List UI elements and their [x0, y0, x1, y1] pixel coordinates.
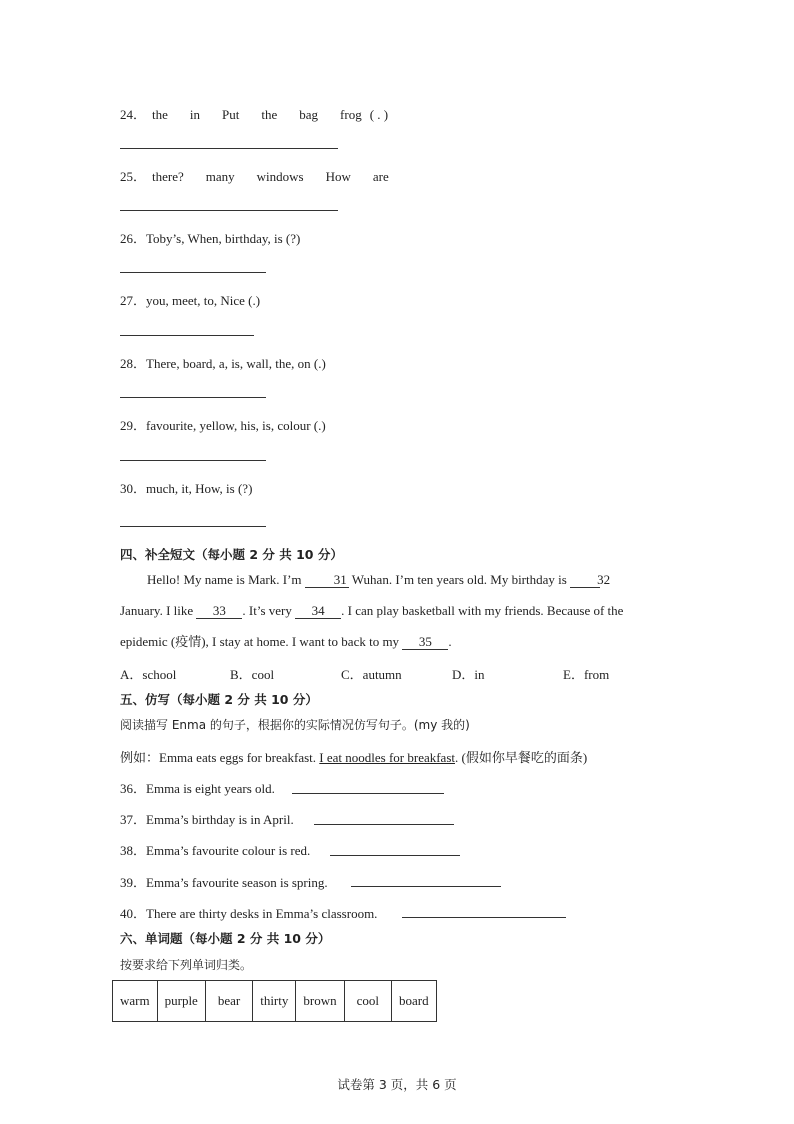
- word: the: [261, 107, 278, 122]
- answer-line-26[interactable]: [120, 272, 266, 273]
- question-text: There are thirty desks in Emma’s classroom.: [146, 906, 378, 921]
- passage-line-1: Hello! My name is Mark. I’m 31 Wuhan. I’m ten years old. My birthday is 32: [147, 572, 611, 587]
- word: How: [325, 169, 351, 184]
- question-26: [120, 228, 300, 247]
- example-answer: I eat noodles for breakfast: [319, 750, 456, 765]
- word-cell: brown: [296, 981, 344, 1022]
- question-number: 28．: [120, 356, 147, 371]
- question-28: [120, 353, 326, 372]
- question-text: favourite, yellow, his, is, colour (.): [146, 418, 326, 433]
- question-number: 40．: [120, 906, 147, 921]
- word-cell: cool: [344, 981, 391, 1022]
- option-a[interactable]: A．school: [120, 667, 177, 682]
- word: are: [372, 169, 389, 184]
- option-b[interactable]: B．cool: [230, 667, 275, 682]
- example-sentence: 例如：Emma eats eggs for breakfast. I eat noodles for breakfast. (假如你早餐吃的面条): [120, 750, 588, 765]
- question-24: [120, 104, 410, 123]
- word: there?: [152, 169, 184, 184]
- blank-32[interactable]: 32: [570, 573, 600, 588]
- question-text: Emma’s favourite season is spring.: [146, 875, 328, 890]
- word-cell: purple: [157, 981, 205, 1022]
- answer-line-40[interactable]: [402, 917, 566, 918]
- question-text: Emma’s birthday is in April.: [146, 812, 294, 827]
- word: many: [205, 169, 235, 184]
- answer-line-30[interactable]: [120, 526, 266, 527]
- answer-line-29[interactable]: [120, 460, 266, 461]
- blank-33[interactable]: 33: [196, 604, 242, 619]
- question-number: 26．: [120, 231, 147, 246]
- question-36: [120, 778, 275, 797]
- word-row: [113, 981, 437, 1022]
- section-6-heading: 六、单词题（每小题 2 分 共 10 分）: [120, 931, 331, 946]
- answer-line-28[interactable]: [120, 397, 266, 398]
- blank-34[interactable]: 34: [295, 604, 341, 619]
- question-number: 38．: [120, 843, 147, 858]
- question-text: Emma’s favourite colour is red.: [146, 843, 311, 858]
- question-text: Toby’s, When, birthday, is (?): [146, 231, 301, 246]
- word: the: [152, 107, 168, 122]
- question-39: [120, 872, 328, 891]
- answer-line-36[interactable]: [292, 793, 444, 794]
- question-37: [120, 809, 294, 828]
- question-30: [120, 478, 252, 497]
- word: in: [189, 107, 201, 122]
- question-text: you, meet, to, Nice (.): [146, 293, 261, 308]
- passage-line-2: January. I like 33 . It’s very 34 . I can play basketball with my friends. Because of the: [120, 603, 624, 618]
- word-cell: thirty: [253, 981, 296, 1022]
- section-5-instruction: 阅读描写 Enma 的句子，根据你的实际情况仿写句子。(my 我的): [120, 718, 470, 732]
- word-cell: bear: [205, 981, 252, 1022]
- blank-31[interactable]: 31: [305, 573, 349, 588]
- word-table: [112, 980, 437, 1022]
- question-40: [120, 903, 377, 922]
- question-27: [120, 290, 260, 309]
- answer-line-38[interactable]: [330, 855, 460, 856]
- question-text: There, board, a, is, wall, the, on (.): [146, 356, 326, 371]
- blank-35[interactable]: 35: [402, 635, 448, 650]
- option-d[interactable]: D．in: [452, 667, 485, 682]
- word: bag: [299, 107, 319, 122]
- answer-line-27[interactable]: [120, 335, 254, 336]
- passage-line-3: epidemic (疫情), I stay at home. I want to back to my 35 .: [120, 634, 452, 649]
- punctuation: ( . ): [369, 107, 389, 122]
- option-c[interactable]: C．autumn: [341, 667, 402, 682]
- section-5-heading: 五、仿写（每小题 2 分 共 10 分）: [120, 692, 318, 707]
- question-text: Emma is eight years old.: [146, 781, 275, 796]
- question-number: 36．: [120, 781, 147, 796]
- option-e[interactable]: E．from: [563, 667, 610, 682]
- question-number: 29．: [120, 418, 147, 433]
- question-number: 24．: [120, 107, 147, 122]
- word: windows: [256, 169, 304, 184]
- word: Put: [222, 107, 240, 122]
- question-number: 37．: [120, 812, 147, 827]
- answer-line-25[interactable]: [120, 210, 338, 211]
- answer-line-37[interactable]: [314, 824, 454, 825]
- question-number: 27．: [120, 293, 147, 308]
- question-number: 30．: [120, 481, 147, 496]
- word-cell: board: [391, 981, 436, 1022]
- answer-line-39[interactable]: [351, 886, 501, 887]
- answer-line-24[interactable]: [120, 148, 338, 149]
- question-38: [120, 840, 310, 859]
- section-6-instruction: 按要求给下列单词归类。: [120, 958, 253, 972]
- question-number: 39．: [120, 875, 147, 890]
- question-29: [120, 415, 326, 434]
- question-text: much, it, How, is (?): [146, 481, 253, 496]
- word-cell: warm: [113, 981, 158, 1022]
- word: frog: [340, 107, 362, 122]
- page-footer: 试卷第 3 页，共 6 页: [337, 1077, 457, 1092]
- cloze-passage: [120, 564, 673, 657]
- question-number: 25．: [120, 169, 147, 184]
- section-4-heading: 四、补全短文（每小题 2 分 共 10 分）: [120, 547, 343, 562]
- question-25: [120, 166, 411, 185]
